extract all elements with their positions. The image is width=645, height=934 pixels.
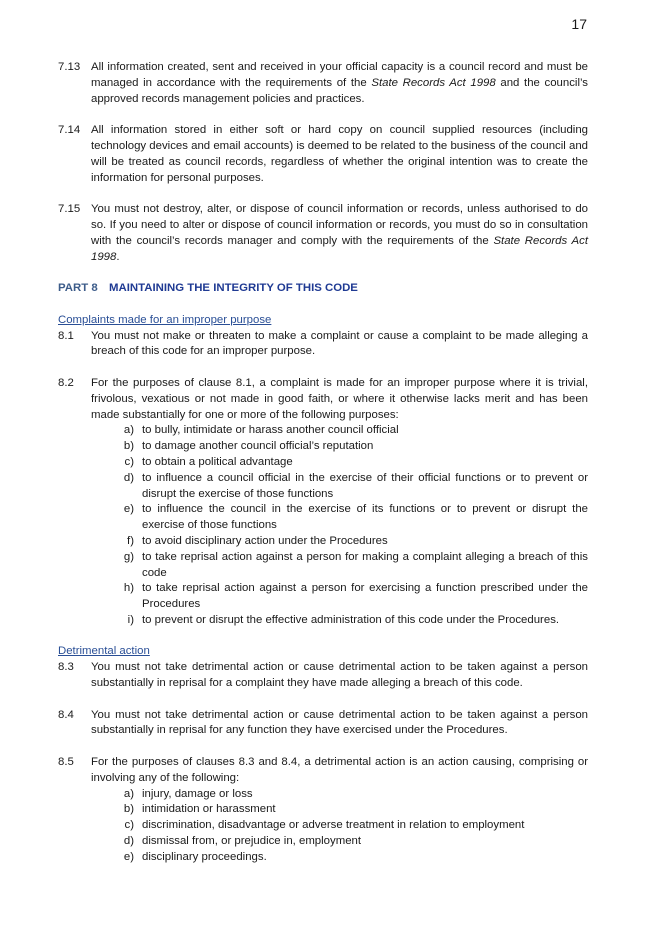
clause-number: 7.13 — [58, 61, 81, 73]
list-item-letter: i) — [127, 613, 134, 626]
clause-text: For the purposes of clauses 8.3 and 8.4, a detrimental action is an action causing, comprising or involving any of the following: — [91, 756, 588, 784]
clause-text — [91, 60, 588, 107]
list-item-text: injury, damage or loss — [142, 787, 253, 800]
part-number: PART 8 — [58, 282, 98, 295]
list-item — [91, 850, 588, 866]
list-item — [91, 802, 588, 818]
list-item-text: dismissal from, or prejudice in, employment — [142, 835, 362, 848]
clause-text: You must not take detrimental action or cause detrimental action to be taken against a person substantially in reprisal for a complaint they have made alleging a breach of this code. — [91, 661, 588, 690]
clause-8-1 — [58, 329, 588, 361]
list-item-text: to obtain a political advantage — [142, 455, 293, 468]
list-item-text: to prevent or disrupt the effective administration of this code under the Procedures. — [142, 613, 560, 626]
section-heading-complaints: Complaints made for an improper purpose — [58, 313, 272, 326]
clause-text: You must not take detrimental action or cause detrimental action to be taken against a person substantially in reprisal for any function they have exercised under the Procedures. — [91, 708, 588, 737]
list-item-letter: a) — [123, 787, 134, 800]
list-item — [91, 550, 588, 582]
clause-text-part: . — [116, 250, 120, 263]
clause-text-part: All information created, sent and received in your official capacity is a council record and must be managed in accordance with the requirements of the — [91, 61, 588, 89]
section-heading-detrimental: Detrimental action — [58, 645, 150, 658]
act-title: State Records Act 1998 — [91, 234, 588, 263]
clause-text-part: and the council’s approved records management policies and practices. — [91, 76, 588, 105]
list-item-letter: c) — [124, 819, 134, 832]
clause-number: 8.3 — [58, 661, 74, 674]
list-item-letter: e) — [123, 850, 134, 863]
purpose-list — [91, 423, 588, 628]
clause-7-13 — [58, 60, 588, 107]
clause-number: 8.5 — [58, 756, 74, 769]
list-item-letter: f) — [127, 534, 134, 547]
act-title: State Records Act 1998 — [371, 76, 496, 89]
list-item-letter: h) — [123, 582, 134, 595]
clause-8-3 — [58, 660, 588, 692]
clause-number: 7.14 — [58, 124, 81, 137]
clause-8-4 — [58, 708, 588, 740]
clause-number: 8.1 — [58, 329, 74, 342]
part-title: MAINTAINING THE INTEGRITY OF THIS CODE — [109, 282, 358, 295]
list-item — [91, 423, 588, 439]
clause-text: You must not make or threaten to make a complaint or cause a complaint to be made alleging a breach of this code for an improper purpose. — [91, 329, 588, 358]
list-item-letter: d) — [123, 471, 134, 484]
list-item-text: to bully, intimidate or harass another council official — [142, 424, 399, 437]
list-item — [91, 439, 588, 455]
clause-text-part: You must not destroy, alter, or dispose of council information or records, unless authorised to do so. If you need to alter or dispose of council information or records, you must do so in consultation with the council’s records manager and comply with the requirements of the — [91, 203, 588, 247]
list-item-text: to take reprisal action against a person for making a complaint alleging a breach of this code — [142, 550, 588, 579]
list-item — [91, 471, 588, 503]
list-item-text: to avoid disciplinary action under the Procedures — [142, 534, 388, 547]
clause-8-5 — [58, 755, 588, 787]
list-item-letter: d) — [123, 835, 134, 848]
list-item-letter: b) — [123, 440, 134, 453]
list-item-letter: a) — [123, 424, 134, 437]
clause-number: 8.4 — [58, 708, 74, 721]
part-heading — [58, 281, 588, 297]
list-item-text: to influence a council official in the exercise of their official functions or to prevent or disrupt the exercise of those functions — [142, 471, 588, 500]
clause-8-2 — [58, 376, 588, 423]
clause-text: For the purposes of clause 8.1, a complaint is made for an improper purpose where it is trivial, frivolous, vexatious or not made in good faith, or where it otherwise lacks merit and has been made substantially for one or more of the following purposes: — [91, 376, 588, 421]
clause-number: 7.15 — [58, 203, 81, 216]
list-item-letter: c) — [124, 455, 134, 468]
clause-7-15 — [58, 202, 588, 265]
list-item — [91, 787, 588, 803]
list-item — [91, 581, 588, 613]
list-item-letter: g) — [123, 550, 134, 563]
list-item-text: intimidation or harassment — [142, 803, 276, 816]
detrimental-list — [91, 787, 588, 866]
document-body — [58, 60, 588, 866]
list-item-text: to influence the council in the exercise of its functions or to prevent or disrupt the exercise of those functions — [142, 503, 588, 532]
list-item — [91, 834, 588, 850]
list-item-letter: e) — [123, 503, 134, 516]
list-item-text: to damage another council official’s reputation — [142, 440, 374, 453]
page-number: 17 — [571, 16, 587, 32]
list-item — [91, 534, 588, 550]
clause-text: All information stored in either soft or hard copy on council supplied resources (including technology devices and email accounts) is deemed to be related to the business of the council and will be treated as council records, regardless of whether the original intention was to create the information for personal purposes. — [91, 124, 588, 184]
clause-7-14 — [58, 123, 588, 186]
list-item-text: disciplinary proceedings. — [142, 850, 267, 863]
clause-text — [91, 202, 588, 265]
list-item-text: discrimination, disadvantage or adverse treatment in relation to employment — [142, 819, 525, 832]
list-item — [91, 502, 588, 534]
list-item — [91, 818, 588, 834]
list-item — [91, 455, 588, 471]
clause-number: 8.2 — [58, 376, 74, 389]
list-item — [91, 613, 588, 629]
list-item-text: to take reprisal action against a person for exercising a function prescribed under the Procedures — [142, 582, 588, 611]
list-item-letter: b) — [123, 803, 134, 816]
